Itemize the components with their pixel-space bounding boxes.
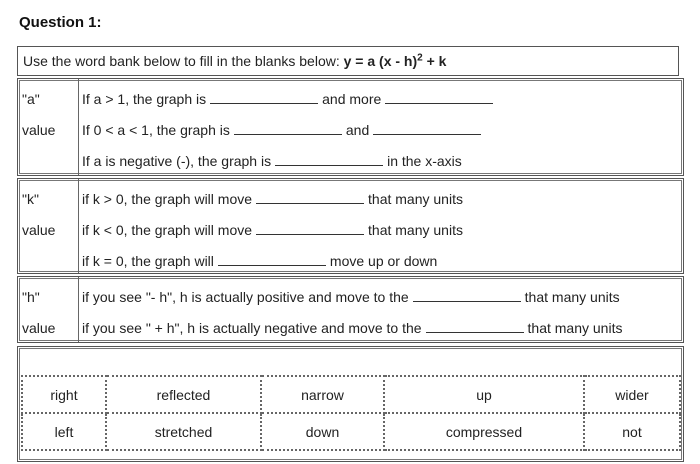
word-bank-item[interactable]: narrow xyxy=(261,376,384,413)
formula-tail: + k xyxy=(422,53,447,69)
k-value-section xyxy=(17,178,684,274)
word-bank-item[interactable]: compressed xyxy=(384,413,584,450)
word-bank-item[interactable]: stretched xyxy=(106,413,261,450)
a-rule-2-blank-2[interactable] xyxy=(373,122,481,135)
word-bank-item[interactable]: up xyxy=(384,376,584,413)
h-rule-2-blank[interactable] xyxy=(426,320,524,333)
h-label: "h" xyxy=(22,289,40,305)
h-rule-2-text: if you see " + h", h is actually negative and move to the xyxy=(82,320,422,336)
formula-exponent: 2 xyxy=(417,52,423,64)
a-rule-2-blank-1[interactable] xyxy=(234,122,342,135)
word-bank-row-1 xyxy=(22,376,680,413)
a-rule-2-text: If 0 < a < 1, the graph is xyxy=(82,122,230,138)
word-bank-item[interactable]: not xyxy=(584,413,680,450)
word-bank-table xyxy=(21,375,681,451)
k-rule-2 xyxy=(82,222,463,238)
question-title: Question 1: xyxy=(19,14,102,31)
k-rule-1 xyxy=(82,191,463,207)
a-label: "a" xyxy=(22,91,40,107)
a-rule-3-text: If a is negative (-), the graph is xyxy=(82,153,272,169)
h-rule-1-after: that many units xyxy=(524,289,620,305)
h-value-label: value xyxy=(22,320,56,336)
h-rule-1-text: if you see "- h", h is actually positive and move to the xyxy=(82,289,409,305)
a-rule-2-mid: and xyxy=(345,122,370,138)
a-rule-1 xyxy=(82,91,497,107)
a-rule-1-blank-2[interactable] xyxy=(385,91,493,104)
h-rule-2-after: that many units xyxy=(527,320,623,336)
a-value-section xyxy=(17,78,684,176)
a-rule-1-mid: and more xyxy=(322,91,382,107)
k-rule-1-text: if k > 0, the graph will move xyxy=(82,191,253,207)
k-rule-3-after: move up or down xyxy=(329,253,438,269)
k-value-label: value xyxy=(22,222,56,238)
a-value-label: value xyxy=(22,122,56,138)
word-bank-item[interactable]: wider xyxy=(584,376,680,413)
k-rule-3-text: if k = 0, the graph will xyxy=(82,253,214,269)
word-bank-item[interactable]: reflected xyxy=(106,376,261,413)
a-rule-1-blank-1[interactable] xyxy=(210,91,318,104)
h-rule-2 xyxy=(82,320,622,336)
k-rule-2-text: if k < 0, the graph will move xyxy=(82,222,253,238)
a-rule-3 xyxy=(82,153,462,169)
instructions-text: Use the word bank below to fill in the blanks below: xyxy=(23,53,344,69)
vertex-form-formula xyxy=(344,53,447,69)
word-bank-item[interactable]: down xyxy=(261,413,384,450)
instructions-box xyxy=(17,46,679,76)
h-value-section xyxy=(17,276,684,343)
k-label: "k" xyxy=(22,191,39,207)
a-rule-3-blank[interactable] xyxy=(275,153,383,166)
formula-base: y = a (x - h) xyxy=(343,53,418,69)
word-bank-row-2 xyxy=(22,413,680,450)
a-rule-2 xyxy=(82,122,485,138)
k-rule-1-after: that many units xyxy=(368,191,463,207)
k-rule-3 xyxy=(82,253,437,269)
h-rule-1-blank[interactable] xyxy=(413,289,521,302)
k-rule-3-blank[interactable] xyxy=(218,253,326,266)
word-bank-item[interactable]: right xyxy=(22,376,106,413)
a-rule-1-text: If a > 1, the graph is xyxy=(82,91,207,107)
k-rule-2-blank[interactable] xyxy=(256,222,364,235)
a-rule-3-after: in the x-axis xyxy=(387,153,462,169)
k-rule-1-blank[interactable] xyxy=(256,191,364,204)
word-bank-item[interactable]: left xyxy=(22,413,106,450)
h-rule-1 xyxy=(82,289,620,305)
k-rule-2-after: that many units xyxy=(368,222,463,238)
